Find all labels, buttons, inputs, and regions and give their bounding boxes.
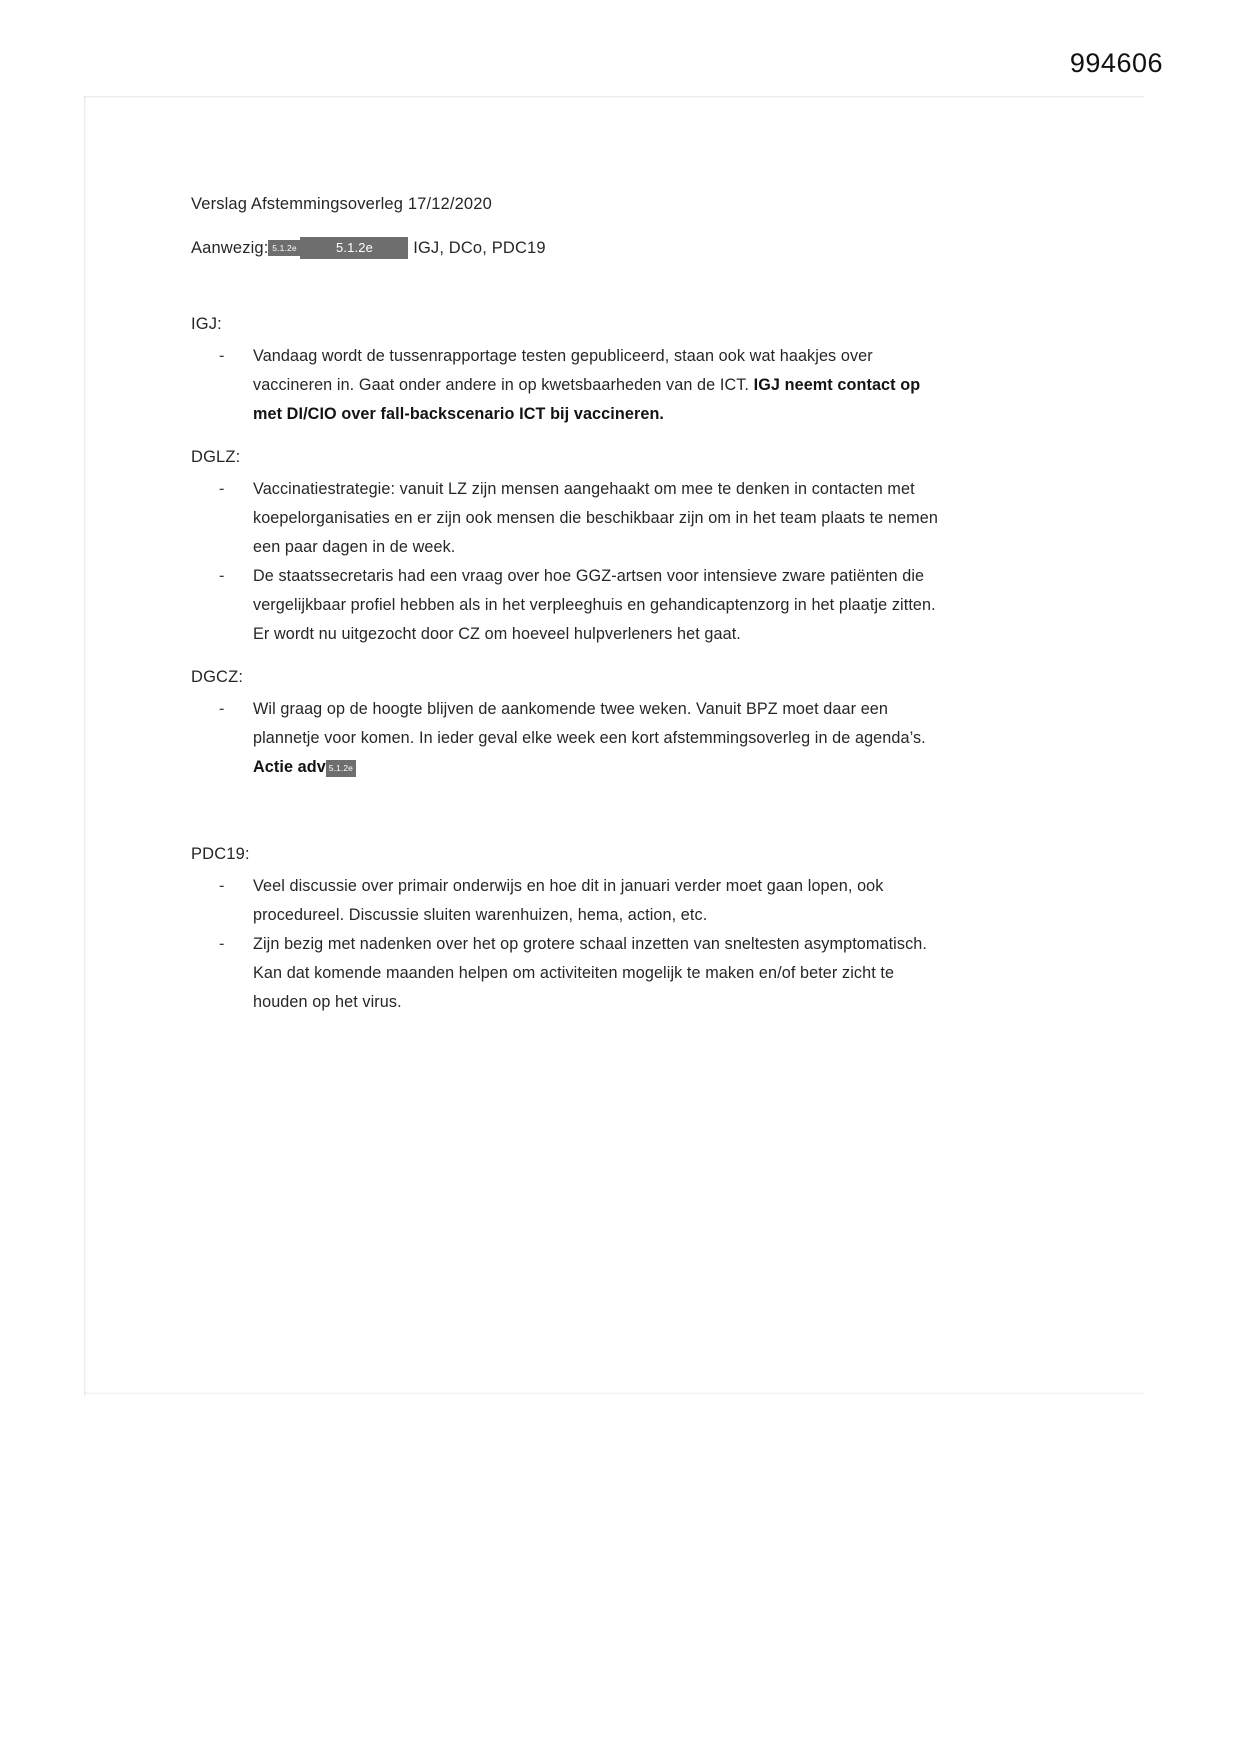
document-number: 994606 [1069, 48, 1163, 78]
bullet-text: De staatssecretaris had een vraag over hoe GGZ-artsen voor intensieve zware patiënten die vergelijkbaar profiel hebben als in het verpleeghuis en gehandicaptenzorg in het plaatje zitten. Er wordt nu uitgezocht door CZ om hoeveel hulpverleners het gaat. [253, 567, 936, 643]
redaction-box-2: 5.1.2e [300, 237, 408, 259]
bullet-text: Vaccinatiestrategie: vanuit LZ zijn mensen aangehaakt om mee te denken in contacten met koepelorganisaties en er zijn ook mensen die beschikbaar zijn om in het team plaats te nemen een paar dagen in de week. [253, 480, 938, 556]
bullet-dash-icon: - [219, 567, 225, 585]
attendees-label: Aanwezig: [191, 239, 269, 257]
bullet-text-bold: IGJ neemt contact op met DI/CIO over fall-backscenario ICT bij vaccineren. [253, 376, 921, 423]
attendees-line [191, 236, 951, 260]
bullet-dash-icon: - [219, 347, 225, 365]
section-heading-dgcz: DGCZ: [191, 668, 244, 686]
bullet-dash-icon: - [219, 935, 225, 953]
redaction-box-3: 5.1.2e [326, 760, 356, 777]
bullet-list-dglz [191, 475, 951, 649]
scan-edge-left [84, 96, 86, 1396]
section-pdc19 [191, 842, 951, 1017]
list-item [191, 562, 951, 649]
bullet-list-igj [191, 342, 951, 429]
bullet-dash-icon: - [219, 480, 225, 498]
section-heading-dglz: DGLZ: [191, 448, 241, 466]
document-body [191, 193, 951, 1017]
section-dglz [191, 445, 951, 649]
bullet-list-dgcz [191, 695, 951, 782]
document-title: Verslag Afstemmingsoverleg 17/12/2020 [191, 195, 492, 213]
scan-edge-bottom [84, 1392, 1144, 1394]
section-igj [191, 312, 951, 429]
section-heading-igj: IGJ: [191, 315, 222, 333]
bullet-text: Vandaag wordt de tussenrapportage testen gepubliceerd, staan ook wat haakjes over vaccineren in. Gaat onder andere in op kwetsbaarheden van de ICT. [253, 347, 873, 394]
list-item [191, 930, 951, 1017]
bullet-text: Zijn bezig met nadenken over het op grotere schaal inzetten van sneltesten asymptomatisch. Kan dat komende maanden helpen om activiteiten mogelijk te maken en/of beter zicht te houden op het virus. [253, 935, 927, 1011]
bullet-dash-icon: - [219, 877, 225, 895]
list-item [191, 342, 951, 429]
list-item [191, 475, 951, 562]
bullet-dash-icon: - [219, 700, 225, 718]
bullet-text-bold: Actie adv [253, 758, 326, 776]
scan-edge-top [84, 96, 1144, 98]
section-dgcz [191, 665, 951, 782]
attendees-names: IGJ, DCo, PDC19 [408, 239, 546, 257]
section-heading-pdc19: PDC19: [191, 845, 250, 863]
bullet-list-pdc19 [191, 872, 951, 1017]
bullet-text: Veel discussie over primair onderwijs en hoe dit in januari verder moet gaan lopen, ook procedureel. Discussie sluiten warenhuizen, hema, action, etc. [253, 877, 884, 924]
bullet-text: Wil graag op de hoogte blijven de aankomende twee weken. Vanuit BPZ moet daar een plannetje voor komen. In ieder geval elke week een kort afstemmingsoverleg in de agenda’s. [253, 700, 926, 747]
list-item [191, 695, 951, 782]
redaction-box-1: 5.1.2e [268, 240, 300, 256]
list-item [191, 872, 951, 930]
